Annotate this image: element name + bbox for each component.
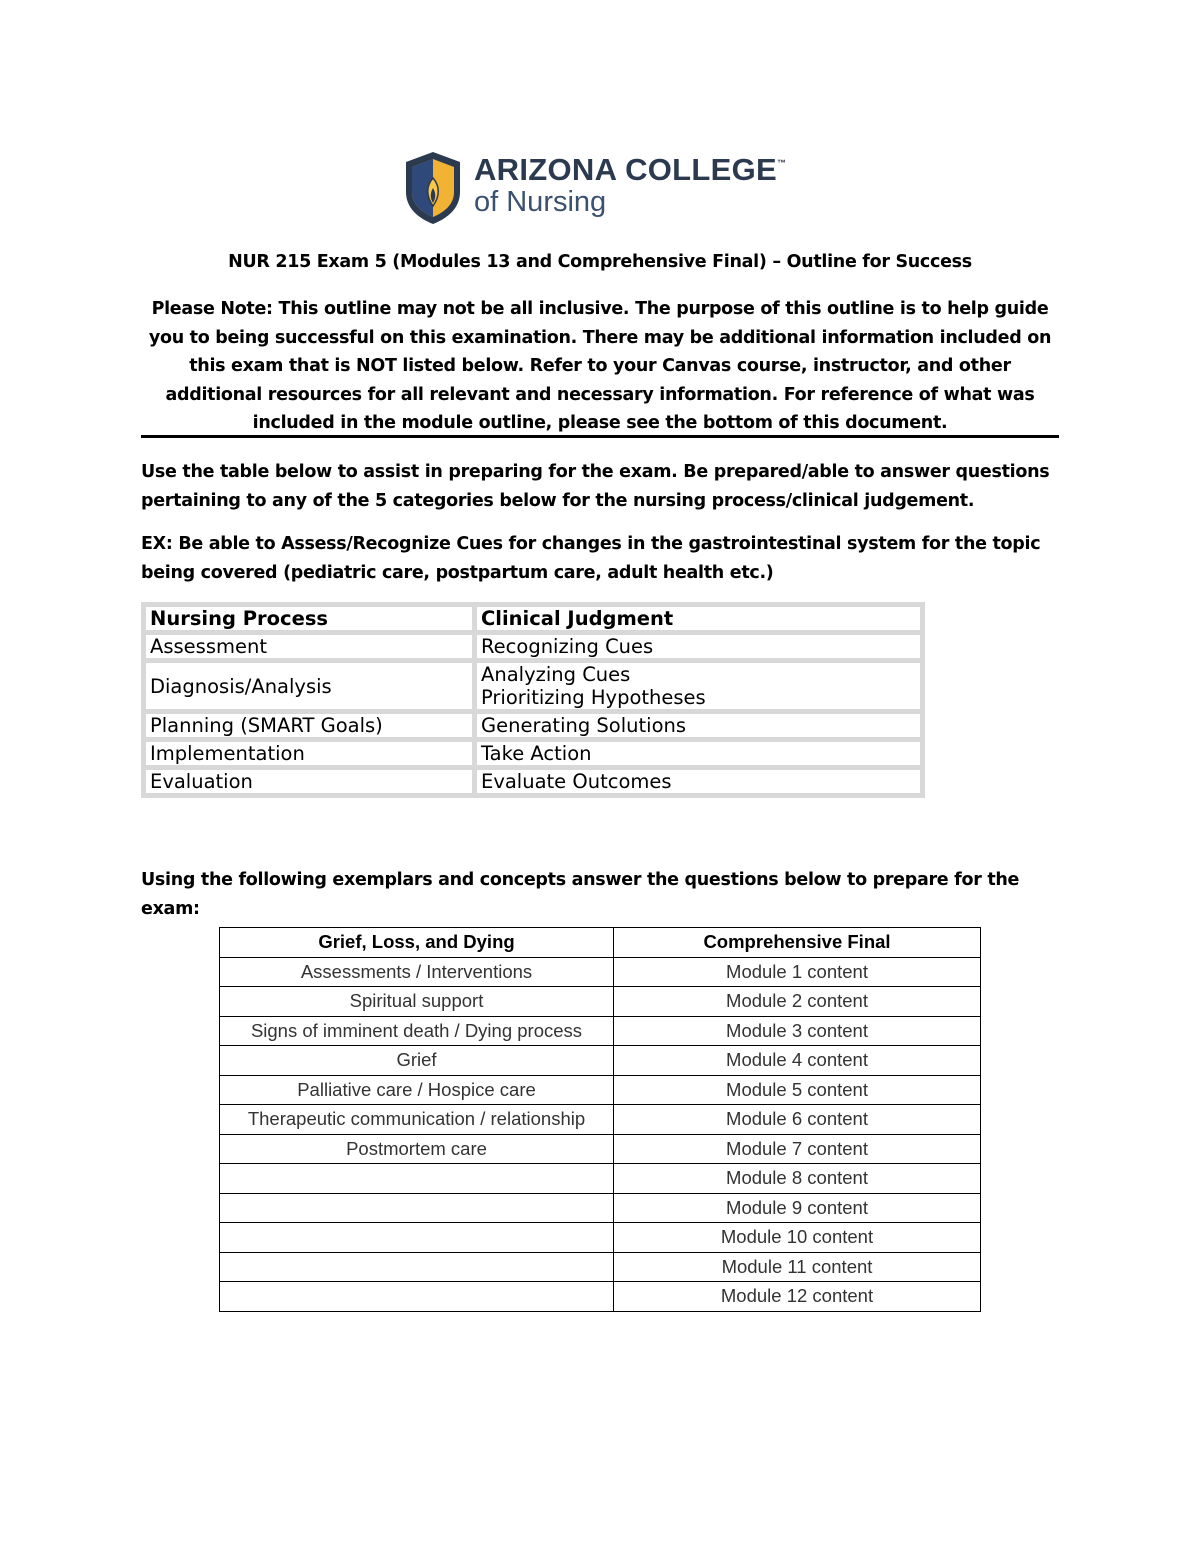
table-row <box>220 1252 981 1282</box>
table-row <box>146 714 920 737</box>
judgment-cell: Evaluate Outcomes <box>477 770 920 793</box>
logo-line1: ARIZONA COLLEGE™ <box>474 152 787 187</box>
final-cell: Module 4 content <box>614 1046 981 1076</box>
judgment-cell <box>477 663 920 709</box>
exemplar-cell: Postmortem care <box>220 1134 614 1164</box>
judgment-line: Analyzing Cues <box>481 663 631 686</box>
table-row <box>220 1016 981 1046</box>
judgment-cell: Recognizing Cues <box>477 635 920 658</box>
process-cell: Planning (SMART Goals) <box>146 714 472 737</box>
intro-paragraph: Use the table below to assist in preparing for the exam. Be prepared/able to answer questions pertaining to any of the 5 categories below for the nursing process/clinical judgement. <box>141 462 1050 511</box>
header-nursing-process: Nursing Process <box>146 607 472 630</box>
table-row <box>220 1193 981 1223</box>
table-row <box>220 1223 981 1253</box>
table-row <box>220 1282 981 1312</box>
judgment-line: Prioritizing Hypotheses <box>481 686 706 709</box>
table-row <box>220 1046 981 1076</box>
shield-flame-icon <box>402 150 464 226</box>
exemplar-cell <box>220 1252 614 1282</box>
table-row <box>146 663 920 709</box>
table-row <box>146 635 920 658</box>
process-cell: Evaluation <box>146 770 472 793</box>
nursing-process-table <box>141 602 925 798</box>
final-cell: Module 12 content <box>614 1282 981 1312</box>
note-paragraph: Please Note: This outline may not be all inclusive. The purpose of this outline is to help guide you to being successful on this examination. There may be additional information included on this exam that is NOT listed below. Refer to your Canvas course, instructor, and other additional resources for all relevant and necessary information. For reference of what was included in the module outline, please see the bottom of this document. <box>148 299 1052 434</box>
divider <box>141 435 1059 438</box>
exemplar-cell: Assessments / Interventions <box>220 957 614 987</box>
table-row <box>220 1134 981 1164</box>
process-cell: Assessment <box>146 635 472 658</box>
table-row <box>220 1075 981 1105</box>
exemplar-table <box>219 927 981 1312</box>
exemplar-cell <box>220 1282 614 1312</box>
process-cell: Diagnosis/Analysis <box>146 663 472 709</box>
exemplar-cell: Signs of imminent death / Dying process <box>220 1016 614 1046</box>
final-cell: Module 9 content <box>614 1193 981 1223</box>
final-cell: Module 10 content <box>614 1223 981 1253</box>
final-cell: Module 2 content <box>614 987 981 1017</box>
example-paragraph: EX: Be able to Assess/Recognize Cues for changes in the gastrointestinal system for the topic being covered (pediatric care, postpartum care, adult health etc.) <box>141 534 1041 583</box>
exemplar-cell: Spiritual support <box>220 987 614 1017</box>
judgment-cell: Generating Solutions <box>477 714 920 737</box>
table-row <box>146 770 920 793</box>
logo-line2: of Nursing <box>474 186 607 218</box>
judgment-cell: Take Action <box>477 742 920 765</box>
header-grief-loss-dying: Grief, Loss, and Dying <box>220 928 614 958</box>
process-cell: Implementation <box>146 742 472 765</box>
exemplar-cell: Palliative care / Hospice care <box>220 1075 614 1105</box>
exemplars-intro: Using the following exemplars and concepts answer the questions below to prepare for the exam: <box>141 870 1020 919</box>
exemplar-cell: Therapeutic communication / relationship <box>220 1105 614 1135</box>
table-header-row <box>146 607 920 630</box>
final-cell: Module 3 content <box>614 1016 981 1046</box>
final-cell: Module 8 content <box>614 1164 981 1194</box>
header-clinical-judgment: Clinical Judgment <box>477 607 920 630</box>
final-cell: Module 1 content <box>614 957 981 987</box>
table-row <box>220 987 981 1017</box>
exemplar-cell <box>220 1193 614 1223</box>
exemplar-cell: Grief <box>220 1046 614 1076</box>
final-cell: Module 6 content <box>614 1105 981 1135</box>
table-header-row <box>220 928 981 958</box>
table-row <box>220 957 981 987</box>
header-comprehensive-final: Comprehensive Final <box>614 928 981 958</box>
final-cell: Module 11 content <box>614 1252 981 1282</box>
final-cell: Module 7 content <box>614 1134 981 1164</box>
table-row <box>146 742 920 765</box>
table-row <box>220 1105 981 1135</box>
college-logo <box>402 150 802 230</box>
exemplar-cell <box>220 1164 614 1194</box>
table-row <box>220 1164 981 1194</box>
page-title: NUR 215 Exam 5 (Modules 13 and Comprehensive Final) – Outline for Success <box>228 252 972 272</box>
final-cell: Module 5 content <box>614 1075 981 1105</box>
exemplar-cell <box>220 1223 614 1253</box>
